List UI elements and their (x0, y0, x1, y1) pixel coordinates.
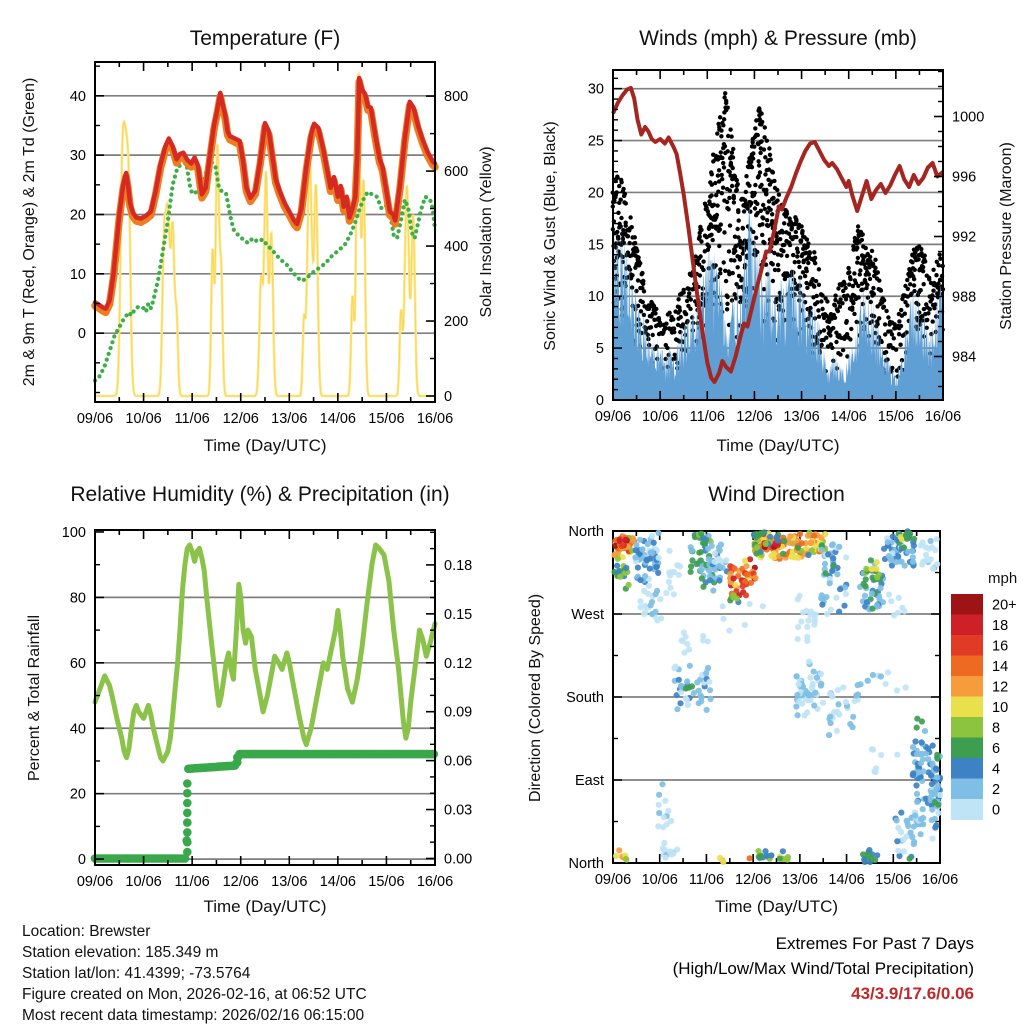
colorbar-cell (951, 779, 983, 800)
y-tick-label: 80 (69, 590, 86, 607)
y-tick-label: 800 (444, 89, 469, 106)
footer-elevation: Station elevation: 185.349 m (22, 944, 219, 961)
colorbar-label: 4 (992, 761, 1001, 778)
colorbar-cell (951, 758, 983, 779)
footer-created: Figure created on Mon, 2026-02-16, at 06:52 UTC (22, 986, 367, 1003)
y-tick-label: North (568, 524, 604, 540)
y-tick-label: 100 (61, 524, 86, 541)
x-tick-label: 16/06 (416, 874, 454, 890)
colorbar-label: 2 (992, 781, 1001, 798)
y-tick-label: 0 (444, 389, 453, 406)
temperature-chart (70, 62, 468, 427)
x-tick-label: 09/06 (76, 874, 114, 890)
y-tick-label: 0.15 (444, 606, 473, 623)
ylabel-wind-left: Sonic Wind & Gust (Blue, Black) (542, 121, 559, 351)
y-tick-label: 10 (69, 266, 86, 283)
colorbar-unit-label: mph (988, 570, 1018, 587)
colorbar-label: 6 (992, 740, 1001, 757)
x-tick-label: 11/06 (688, 872, 725, 888)
xlabel-winds: Time (Day/UTC) (716, 436, 840, 455)
ylabel-pressure-right: Station Pressure (Maroon) (998, 142, 1015, 330)
colorbar-label: 18 (992, 617, 1009, 634)
colorbar-cell (951, 656, 983, 677)
x-tick-label: 16/06 (921, 872, 959, 888)
y-tick-label: 40 (69, 721, 86, 738)
colorbar-label: 0 (992, 802, 1001, 819)
y-tick-label: 5 (595, 341, 604, 358)
y-tick-label: 600 (444, 164, 469, 181)
y-tick-label: 992 (952, 229, 977, 246)
x-tick-label: 16/06 (416, 411, 454, 427)
chart-title-temperature: Temperature (F) (189, 27, 341, 50)
y-tick-label: 0.06 (444, 753, 473, 770)
footer-location: Location: Brewster (22, 923, 151, 940)
ylabel-solar-right: Solar Insolation (Yellow) (478, 146, 495, 318)
xlabel-wind-direction: Time (Day/UTC) (714, 897, 839, 916)
y-tick-label: West (571, 607, 604, 623)
x-tick-label: 13/06 (781, 872, 819, 888)
colorbar-cell (951, 799, 983, 820)
rainfall-dots (91, 750, 438, 863)
chart-title-winds-pressure: Winds (mph) & Pressure (mb) (639, 27, 917, 50)
y-tick-label: 0.00 (444, 851, 473, 868)
xlabel-temperature: Time (Day/UTC) (203, 436, 327, 455)
x-tick-label: 14/06 (319, 411, 357, 427)
colorbar (951, 594, 1017, 820)
ylabel-direction-left: Direction (Colored By Speed) (527, 593, 544, 803)
y-tick-label: 20 (69, 207, 86, 224)
x-tick-label: 13/06 (271, 411, 308, 427)
x-tick-label: 12/06 (734, 872, 772, 888)
colorbar-cell (951, 615, 983, 636)
x-tick-label: 10/06 (641, 872, 678, 888)
x-tick-label: 11/06 (174, 874, 210, 890)
y-tick-label: East (574, 773, 604, 789)
humidity-precip-chart (62, 525, 472, 890)
y-tick-label: 0.12 (444, 655, 473, 672)
footer-timestamp: Most recent data timestamp: 2026/02/16 06:15:00 (22, 1007, 365, 1024)
y-tick-label: 988 (952, 289, 977, 306)
x-tick-label: 15/06 (368, 411, 405, 427)
colorbar-label: 12 (992, 679, 1009, 696)
x-tick-label: 11/06 (689, 409, 725, 425)
colorbar-label: 20+ (992, 597, 1017, 614)
x-tick-label: 16/06 (924, 409, 962, 425)
extremes-block (504, 931, 974, 1006)
colorbar-cell (951, 635, 983, 656)
winds-pressure-chart (588, 70, 984, 425)
footer-latlon: Station lat/lon: 41.4399; -73.5764 (22, 965, 251, 982)
y-tick-label: 60 (69, 655, 86, 672)
extremes-subtitle: (High/Low/Max Wind/Total Precipitation) (672, 959, 974, 978)
y-tick-label: 40 (69, 88, 86, 105)
y-tick-label: 0.09 (444, 704, 473, 721)
extremes-title: Extremes For Past 7 Days (775, 934, 974, 953)
colorbar-cell (951, 594, 983, 615)
x-tick-label: 15/06 (368, 874, 405, 890)
x-tick-label: 15/06 (877, 409, 915, 425)
y-tick-label: 0 (595, 393, 604, 409)
x-tick-label: 14/06 (828, 872, 865, 888)
x-tick-label: 09/06 (594, 409, 632, 425)
x-tick-label: 10/06 (125, 874, 162, 890)
y-tick-label: 10 (587, 289, 604, 306)
x-tick-label: 12/06 (222, 411, 259, 427)
station-info-block (22, 921, 367, 1024)
x-tick-label: 13/06 (271, 874, 308, 890)
y-tick-label: 996 (952, 169, 977, 186)
x-tick-label: 13/06 (783, 409, 820, 425)
xlabel-humidity: Time (Day/UTC) (203, 897, 327, 916)
y-tick-label: 25 (587, 133, 604, 150)
y-tick-label: 30 (69, 148, 86, 165)
x-tick-label: 10/06 (125, 411, 162, 427)
y-tick-label: North (568, 856, 604, 872)
y-tick-label: 20 (587, 185, 604, 202)
x-tick-label: 14/06 (830, 409, 867, 425)
x-tick-label: 10/06 (641, 409, 679, 425)
x-tick-label: 14/06 (319, 874, 357, 890)
y-tick-label: 984 (952, 349, 977, 366)
y-tick-label: 20 (69, 786, 86, 803)
colorbar-label: 16 (992, 638, 1009, 655)
colorbar-label: 10 (992, 699, 1009, 716)
y-tick-label: 1000 (952, 109, 985, 126)
x-tick-label: 09/06 (594, 872, 632, 888)
colorbar-label: 14 (992, 658, 1009, 675)
wind-direction-chart (566, 524, 958, 888)
y-tick-label: 400 (444, 239, 469, 256)
colorbar-cell (951, 676, 983, 697)
y-tick-label: 0 (77, 852, 86, 869)
y-tick-label: South (566, 690, 604, 706)
y-tick-label: 0.18 (444, 557, 473, 574)
x-tick-label: 11/06 (174, 411, 210, 427)
y-tick-label: 15 (587, 237, 604, 254)
colorbar-label: 8 (992, 720, 1001, 737)
x-tick-label: 09/06 (76, 411, 114, 427)
ylabel-temperature-left: 2m & 9m T (Red, Orange) & 2m Td (Green) (21, 77, 38, 387)
colorbar-cell (951, 717, 983, 738)
chart-title-humidity-precip: Relative Humidity (%) & Precipitation (in) (70, 483, 450, 506)
x-tick-label: 12/06 (222, 874, 259, 890)
colorbar-cell (951, 697, 983, 718)
y-tick-label: 200 (444, 314, 469, 331)
extremes-values: 43/3.9/17.6/0.06 (851, 984, 974, 1003)
ylabel-percent-rainfall-left: Percent & Total Rainfall (26, 615, 43, 782)
x-tick-label: 12/06 (736, 409, 773, 425)
y-tick-label: 0 (77, 326, 86, 343)
y-tick-label: 0.03 (444, 802, 473, 819)
colorbar-cell (951, 738, 983, 759)
y-tick-label: 30 (587, 81, 604, 98)
x-tick-label: 15/06 (875, 872, 912, 888)
chart-title-wind-direction: Wind Direction (708, 483, 845, 506)
